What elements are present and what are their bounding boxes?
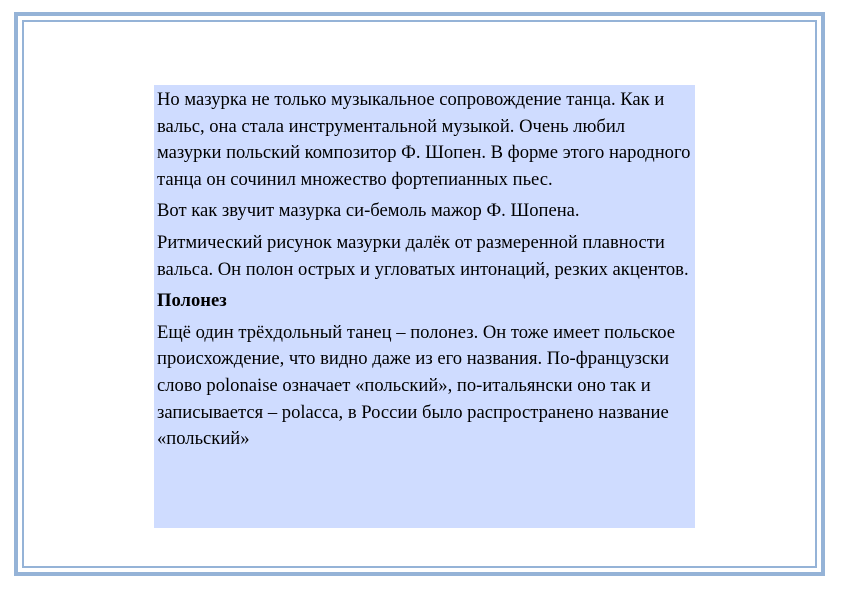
heading-polonaise: Полонез xyxy=(157,290,227,312)
paragraph-mazurka-intro: Но мазурка не только музыкальное сопровождение танца. Как и вальс, она стала инструментальной музыкой. Очень любил мазурки польский композитор Ф. Шопен. В форме этого народного танца он сочинил множество фортепианных пьес. xyxy=(157,89,691,190)
text-content-box xyxy=(154,85,695,528)
paragraph-mazurka-rhythm: Ритмический рисунок мазурки далёк от размеренной плавности вальса. Он полон острых и угловатых интонаций, резких акцентов. xyxy=(157,231,689,280)
paragraph-mazurka-chopin: Вот как звучит мазурка си-бемоль мажор Ф. Шопена. xyxy=(157,200,580,222)
paragraph-polonaise: Ещё один трёхдольный танец – полонез. Он тоже имеет польское происхождение, что видно даже из его названия. По-французски слово polonaise означает «польский», по-итальянски оно так и записывается – polacca, в России было распространено название «польский» xyxy=(157,321,675,450)
